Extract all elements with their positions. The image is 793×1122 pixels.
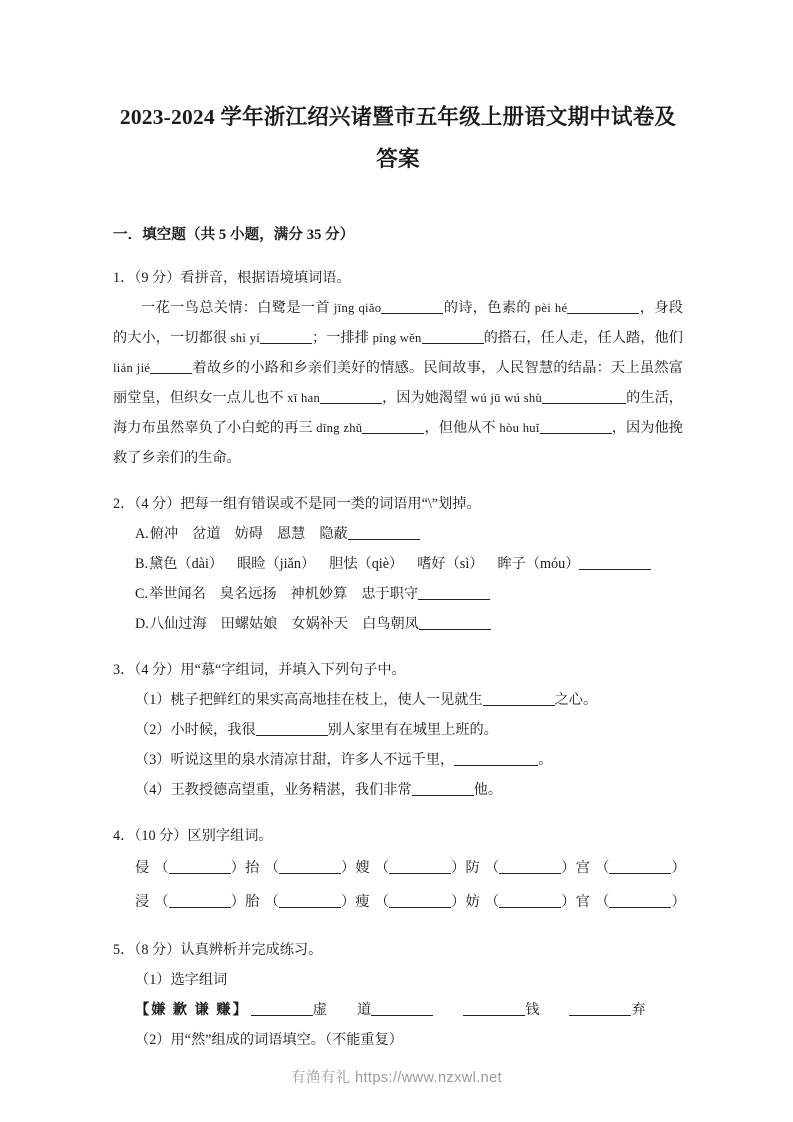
option-a-label: A. [135,526,149,542]
option-c-word-2: 臭名远扬 [219,586,277,602]
q1-text-i: ，但他从不 [424,420,500,436]
option-d-label: D. [135,616,149,632]
option-a-word-1: 俯冲 [149,526,179,542]
q5-cell-2-before: 道 [356,1002,372,1018]
q1-text-h: 的生活，海力布虽然辜负了小白蛇的再三 [113,390,683,436]
question-3-stem: 3．（4 分）用“慕“字组词，并填入下列句子中。 [113,662,406,678]
option-d-word-3: 女娲补天 [291,616,349,632]
question-2-stem: 2．（4 分）把每一组有错误或不是同一类的词语用“\”划掉。 [113,496,481,512]
option-c-word-1: 举世闻名 [149,586,206,602]
q3-item-1-pre: （1）桃子把鲜红的果实高高地挂在枝上，使人一见就生 [135,692,483,708]
q1-blank-3[interactable] [260,329,312,344]
q1-text-c: ，身段的大小，一切都很 [113,300,683,346]
q4-r1-blank-1[interactable] [169,859,231,874]
q1-blank-9[interactable] [540,419,612,434]
question-3-item-4 [113,775,683,805]
section-heading: 一．填空题（共 5 小题，满分 35 分） [113,227,355,243]
q1-text-g: ，因为她渴望 [382,390,471,406]
q3-item-2-post: 别人家里有在城里上班的。 [327,722,498,738]
option-c-label: C. [135,586,149,602]
q4-r2-char-2: 胎 [245,894,260,910]
q4-r2-blank-1[interactable] [169,893,231,908]
page-content [113,96,686,1055]
q1-pinyin-5: lián jié [113,361,151,375]
q3-item-3-post: 。 [538,752,553,768]
option-a-word-5: 隐蔽 [319,526,348,542]
question-3 [113,655,683,805]
option-a-word-2: 岔道 [192,526,221,542]
q1-pinyin-4: píng wěn [372,331,422,345]
question-5-sub-1: （1）选字组词 [135,972,228,988]
q1-text-j: ，因为他挽救了乡亲们的生命。 [113,420,683,466]
q4-r2-char-1: 浸 [135,894,150,910]
option-b-word-1: 黛色（dài） [149,556,224,572]
q5-cell-3-after: 钱 [525,1002,540,1018]
q5-blank-2[interactable] [371,1001,433,1016]
question-3-item-3 [113,745,683,775]
option-b-word-2: 眼睑（jiǎn） [237,556,316,572]
option-b-label: B. [135,556,149,572]
question-3-item-1 [113,685,683,715]
option-a-word-4: 恩慧 [276,526,306,542]
q5-cell-1-after: 虚 [312,1002,327,1018]
q3-item-4-pre: （4）王教授德高望重，业务精湛，我们非常 [135,782,412,798]
q5-blank-1[interactable] [251,1001,313,1016]
option-c-word-3: 神机妙算 [290,586,348,602]
option-b-word-5: 眸子（móu） [497,556,580,572]
q1-blank-7[interactable] [542,389,626,404]
q3-item-4-post: 他。 [473,782,503,798]
question-5 [113,935,683,1055]
q1-pinyin-8: dīng zhǔ [316,421,363,435]
q1-pinyin-7: wú jū wú shù [470,391,543,405]
question-1-stem: 1．（9 分）看拼音，根据语境填词语。 [113,270,351,286]
q4-r2-blank-2[interactable] [279,893,341,908]
q3-blank-3[interactable] [454,751,538,766]
question-5-stem: 5．（8 分）认真辨析并完成练习。 [113,942,323,958]
page-title: 2023-2024 学年浙江绍兴诸暨市五年级上册语文期中试卷及答案 [119,105,677,171]
q1-blank-5[interactable] [150,359,192,374]
q3-item-2-pre: （2）小时候，我很 [135,722,256,738]
q4-r2-char-4: 妨 [465,894,480,910]
q1-blank-2[interactable] [567,299,639,314]
option-c-word-4: 忠于职守 [361,586,419,602]
q4-r2-char-5: 官 [575,894,591,910]
q4-r1-char-3: 嫂 [355,860,370,876]
question-4-row-1: 侵 （ ）抬 （ ）嫂 （ ）防 （ ）宫 （ ） [135,860,686,876]
q4-r1-char-2: 抬 [245,860,260,876]
q5-cell-4-after: 弃 [631,1002,646,1018]
q1-pinyin-1: jīng qiǎo [333,301,382,315]
question-2-option-a[interactable] [113,519,683,549]
option-d-word-4: 白鸟朝凤 [362,616,419,632]
q5-charset: 【嫌 歉 谦 赚】 [135,1002,249,1018]
q4-r2-char-3: 瘦 [355,894,370,910]
q1-blank-4[interactable] [422,329,484,344]
q1-pinyin-6: xī han [287,391,321,405]
q4-r1-blank-4[interactable] [499,859,561,874]
option-d-word-1: 八仙过海 [149,616,207,632]
option-a-word-3: 妨碍 [234,526,263,542]
q4-r1-blank-2[interactable] [279,859,341,874]
option-b-word-3: 胆怯（qiè） [329,556,404,572]
q3-blank-4[interactable] [412,781,474,796]
footer-watermark: 有渔有礼 https://www.nzxwl.net [290,1070,503,1086]
option-d-blank[interactable] [419,615,491,630]
q4-r2-blank-3[interactable] [389,893,451,908]
option-c-blank[interactable] [418,585,490,600]
q1-blank-1[interactable] [381,299,443,314]
question-2 [113,489,683,639]
question-3-item-2 [113,715,683,745]
q4-r2-blank-4[interactable] [499,893,561,908]
q3-item-3-pre: （3）听说这里的泉水清凉甘甜，许多人不远千里， [135,752,455,768]
option-b-blank[interactable] [579,555,651,570]
q1-text-a: 一花一鸟总关情：白鹭是一首 [141,300,334,316]
q4-r2-blank-5[interactable] [609,893,671,908]
q4-r1-char-1: 侵 [135,860,150,876]
question-4 [113,821,686,919]
q1-text-f: 着故乡的小路和乡亲们美好的情感。民间故事，人民智慧的结晶：天上虽然富丽堂皇，但织女一点儿也不 [113,360,683,406]
option-d-word-2: 田螺姑娘 [220,616,278,632]
q4-r1-char-5: 宫 [575,860,591,876]
question-1 [113,263,683,473]
question-2-option-d[interactable] [113,609,683,639]
q3-blank-2[interactable] [256,721,328,736]
q1-pinyin-3: shì yí [230,331,261,345]
question-4-row-2: 浸 （ ）胎 （ ）瘦 （ ）妨 （ ）官 （ ） [135,894,686,910]
q1-text-e: 的搭石，任人走，任人踏，他们 [483,330,683,346]
q1-pinyin-2: pèi hé [534,301,568,315]
q1-pinyin-9: hòu huǐ [499,421,540,435]
q4-r1-blank-3[interactable] [389,859,451,874]
option-a-blank[interactable] [348,525,420,540]
question-5-charset-row [113,995,683,1025]
question-5-sub-2: （2）用“然”组成的词语填空。（不能重复） [135,1032,403,1048]
option-b-word-4: 嗜好（sì） [417,556,484,572]
question-2-option-c[interactable] [113,579,683,609]
q4-r1-blank-5[interactable] [609,859,671,874]
question-1-passage [113,293,683,473]
q1-blank-6[interactable] [320,389,382,404]
q5-blank-4[interactable] [569,1001,631,1016]
q1-text-b: 的诗，色素的 [443,300,535,316]
q3-item-1-post: 之心。 [554,692,598,708]
q1-blank-8[interactable] [362,419,424,434]
q5-blank-3[interactable] [463,1001,525,1016]
question-2-option-b[interactable] [113,549,683,579]
question-4-stem: 4．（10 分）区别字组词。 [113,828,273,844]
q4-r1-char-4: 防 [465,860,480,876]
q3-blank-1[interactable] [483,691,555,706]
q1-text-d: ；一排排 [312,330,373,346]
